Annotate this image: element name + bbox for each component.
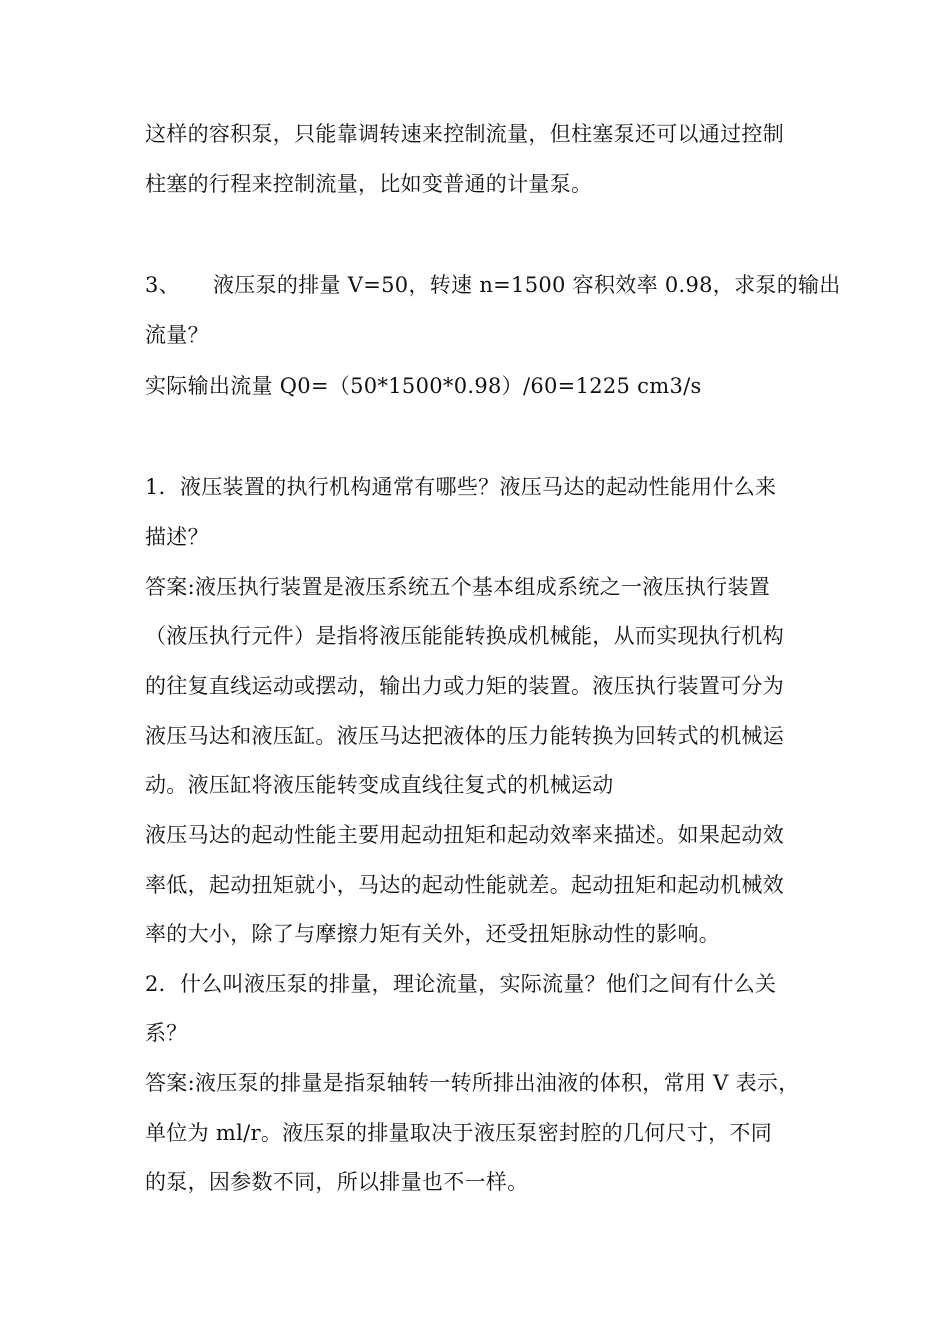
problem-3-answer: 实际输出流量 Q0=（50*1500*0.98）/60=1225 cm3/s xyxy=(145,374,702,398)
answer-1-line: 动。液压缸将液压能转变成直线往复式的机械运动 xyxy=(145,773,614,797)
problem-number: 3、 xyxy=(145,273,180,297)
problem-3-question: 液压泵的排量 V=50，转速 n=1500 容积效率 0.98，求泵的输出 xyxy=(213,273,841,297)
answer-1-line: 率低，起动扭矩就小，马达的起动性能就差。起动扭矩和起动机械效 xyxy=(145,873,784,897)
question-1: 1．液压装置的执行机构通常有哪些？液压马达的起动性能用什么来 xyxy=(145,475,777,499)
answer-1-line: 率的大小，除了与摩擦力矩有关外，还受扭矩脉动性的影响。 xyxy=(145,922,721,946)
answer-1-line: 液压马达的起动性能主要用起动扭矩和起动效率来描述。如果起动效 xyxy=(145,823,784,847)
question-1-cont: 描述？ xyxy=(145,525,209,549)
paragraph-line: 柱塞的行程来控制流量，比如变普通的计量泵。 xyxy=(145,172,593,196)
problem-3-line xyxy=(145,271,841,299)
answer-1-line: （液压执行元件）是指将液压能能转换成机械能，从而实现执行机构 xyxy=(145,624,784,648)
question-2-cont: 系？ xyxy=(145,1021,188,1045)
problem-3-question-cont: 流量？ xyxy=(145,323,209,347)
answer-1-line: 答案:液压执行装置是液压系统五个基本组成系统之一液压执行装置 xyxy=(145,575,771,599)
answer-1-line: 液压马达和液压缸。液压马达把液体的压力能转换为回转式的机械运 xyxy=(145,724,784,748)
question-2: 2．什么叫液压泵的排量，理论流量，实际流量？他们之间有什么关 xyxy=(145,972,777,996)
answer-1-line: 的往复直线运动或摆动，输出力或力矩的装置。液压执行装置可分为 xyxy=(145,674,784,698)
paragraph-line: 这样的容积泵，只能靠调转速来控制流量，但柱塞泵还可以通过控制 xyxy=(145,122,784,146)
answer-2-line: 答案:液压泵的排量是指泵轴转一转所排出油液的体积，常用 V 表示， xyxy=(145,1071,800,1095)
answer-2-line: 的泵，因参数不同，所以排量也不一样。 xyxy=(145,1170,529,1194)
answer-2-line: 单位为 ml/r。液压泵的排量取决于液压泵密封腔的几何尺寸，不同 xyxy=(145,1121,773,1145)
